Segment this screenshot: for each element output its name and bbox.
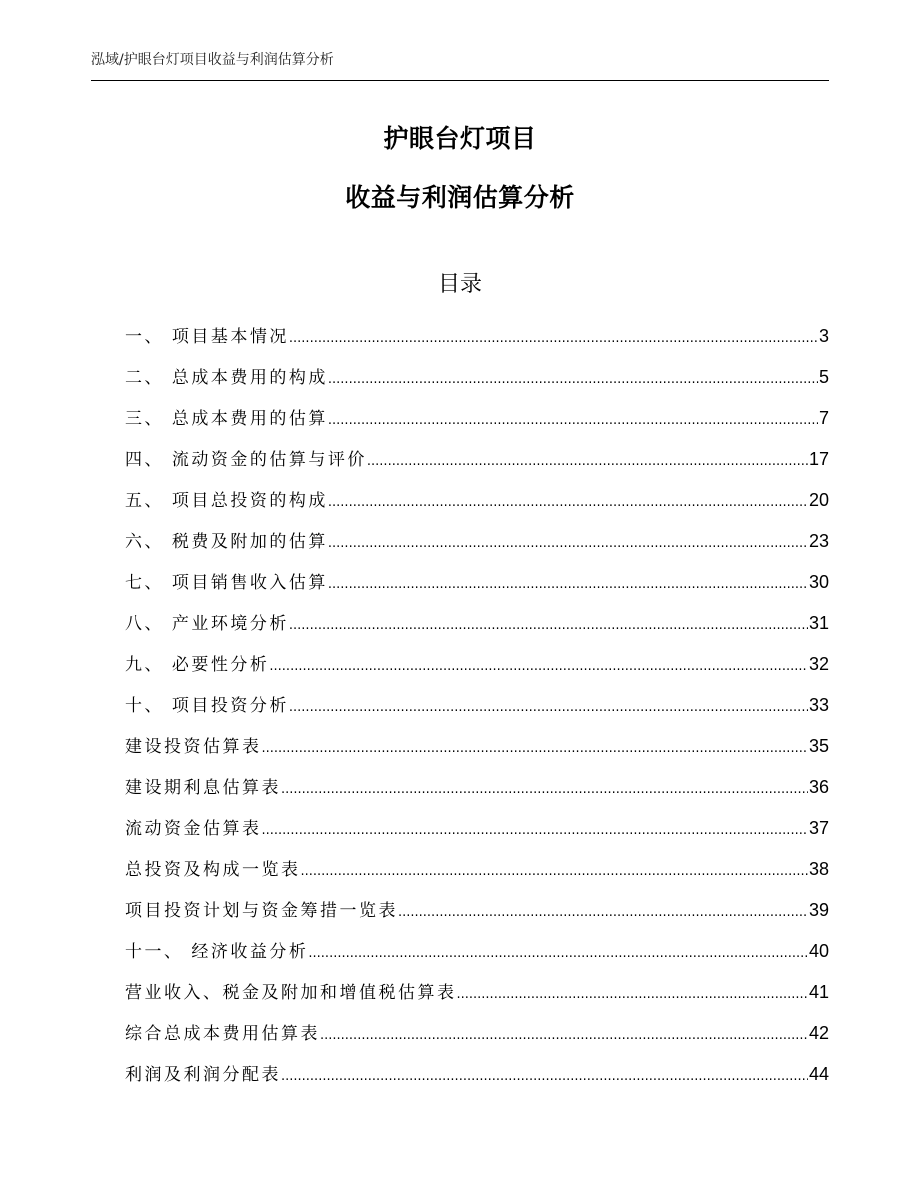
toc-dot-leader [328,404,818,437]
toc-entry[interactable] [125,730,829,771]
toc-entry-title: 产业环境分析 [171,614,289,634]
toc-entry[interactable] [125,812,829,853]
toc-entry-page-number: 3 [818,326,829,346]
toc-entry-title: 总成本费用的估算 [171,409,328,429]
toc-dot-leader [320,1019,808,1052]
toc-entry-title: 税费及附加的估算 [171,532,328,552]
toc-entry-page-number: 31 [808,613,829,633]
toc-entry[interactable] [125,525,829,566]
toc-entry-title: 建设投资估算表 [125,737,262,757]
toc-dot-leader [367,445,808,478]
toc-entry[interactable] [125,648,829,689]
toc-entry[interactable] [125,1058,829,1099]
toc-dot-leader [262,814,808,847]
toc-entry-page-number: 38 [808,859,829,879]
toc-entry-title: 综合总成本费用估算表 [125,1024,320,1044]
toc-entry-title: 营业收入、税金及附加和增值税估算表 [125,983,457,1003]
toc-entry-page-number: 40 [808,941,829,961]
toc-entry-title: 项目销售收入估算 [171,573,328,593]
toc-entry-title: 总投资及构成一览表 [125,860,301,880]
toc-entry-title: 经济收益分析 [191,942,309,962]
toc-entry-number: 九、 [125,655,172,675]
running-header: 泓域/护眼台灯项目收益与利润估算分析 [91,52,334,68]
toc-entry-page-number: 33 [808,695,829,715]
toc-entry[interactable] [125,607,829,648]
toc-entry[interactable] [125,320,829,361]
toc-dot-leader [289,322,818,355]
toc-entry-title: 项目基本情况 [171,327,289,347]
toc-entry-number: 十、 [125,696,172,716]
toc-entry-page-number: 35 [808,736,829,756]
toc-entry-page-number: 5 [818,367,829,387]
toc-entry-page-number: 37 [808,818,829,838]
toc-entry-number: 六、 [125,532,172,552]
toc-entry-number: 七、 [125,573,172,593]
toc-entry-page-number: 30 [808,572,829,592]
toc-entry[interactable] [125,484,829,525]
header-rule [91,80,829,81]
toc-entry-title: 项目投资分析 [171,696,289,716]
toc-entry-title: 流动资金估算表 [125,819,262,839]
toc-dot-leader [281,1060,808,1093]
toc-entry-page-number: 36 [808,777,829,797]
toc-entry-page-number: 32 [808,654,829,674]
toc-dot-leader [301,855,808,888]
toc-entry-number: 三、 [125,409,172,429]
toc-entry-number: 四、 [125,450,172,470]
toc-entry[interactable] [125,402,829,443]
toc-entry-title: 项目投资计划与资金筹措一览表 [125,901,398,921]
toc-entry-page-number: 39 [808,900,829,920]
toc-entry-number: 二、 [125,368,172,388]
toc-entry[interactable] [125,935,829,976]
toc-entry[interactable] [125,1017,829,1058]
toc-entry-number: 五、 [125,491,172,511]
toc-entry[interactable] [125,566,829,607]
toc-dot-leader [308,937,808,970]
toc-heading: 目录 [437,272,482,297]
toc-entry-number: 十一、 [125,942,192,962]
toc-entry[interactable] [125,771,829,812]
toc-dot-leader [328,568,808,601]
toc-entry[interactable] [125,443,829,484]
toc-dot-leader [398,896,808,929]
document-title-line1: 护眼台灯项目 [383,124,537,153]
toc-dot-leader [328,363,818,396]
toc-entry[interactable] [125,361,829,402]
toc-entry-page-number: 20 [808,490,829,510]
toc-entry-title: 利润及利润分配表 [125,1065,281,1085]
toc-dot-leader [262,732,808,765]
toc-dot-leader [289,691,808,724]
toc-entry[interactable] [125,689,829,730]
toc-entry-page-number: 41 [808,982,829,1002]
toc-dot-leader [281,773,808,806]
toc-entry-title: 建设期利息估算表 [125,778,281,798]
table-of-contents [125,320,829,1099]
toc-entry[interactable] [125,894,829,935]
toc-entry[interactable] [125,976,829,1017]
document-title-line2: 收益与利润估算分析 [345,183,575,212]
toc-entry-page-number: 23 [808,531,829,551]
toc-dot-leader [328,486,808,519]
toc-dot-leader [457,978,808,1011]
toc-entry-title: 项目总投资的构成 [171,491,328,511]
toc-entry-number: 一、 [125,327,172,347]
toc-entry-title: 流动资金的估算与评价 [171,450,367,470]
toc-entry-page-number: 7 [818,408,829,428]
toc-entry-title: 总成本费用的构成 [171,368,328,388]
toc-entry-page-number: 42 [808,1023,829,1043]
toc-entry-page-number: 44 [808,1064,829,1084]
toc-dot-leader [269,650,808,683]
toc-entry-title: 必要性分析 [171,655,270,675]
toc-entry[interactable] [125,853,829,894]
toc-dot-leader [328,527,808,560]
toc-entry-page-number: 17 [808,449,829,469]
toc-entry-number: 八、 [125,614,172,634]
toc-dot-leader [289,609,808,642]
